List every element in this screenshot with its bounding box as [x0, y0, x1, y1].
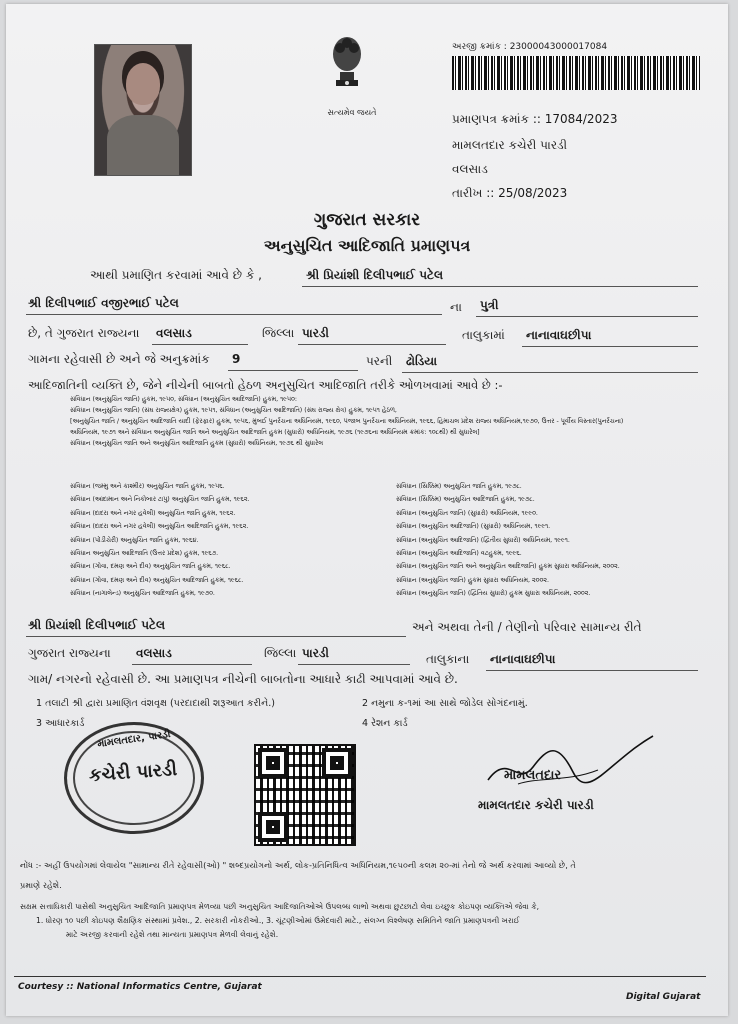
application-number: અરજી ક્રમાંક : 23000043000017084 [452, 42, 608, 52]
district-value: વલસાડ [156, 326, 192, 340]
order-left-item: સંવિધાન (નાગાલેન્ડ) અનુસુચિત આદિજાતિ હુકમ, ૧૯૭૦. [70, 590, 215, 598]
signature-scribble [478, 732, 658, 792]
order-right-item: સંવિધાન (અનુસુચિત જાતિ) (દ્વિતિય સુધારો) હુકમ સુધારા અધિનિયમ, ૨૦૦૨. [396, 590, 591, 598]
family-state-text: ગુજરાત રાજ્યના [28, 646, 111, 660]
document-item: 1 તલાટી શ્રી દ્વારા પ્રમાણિત વંશવૃક્ષ (પરદાદાથી શરૂઆત કરીને.) [36, 698, 275, 709]
relation-label: ના [450, 300, 462, 314]
order-left-item: સંવિધાન (જમ્મુ અને કાશ્મીર) અનુસુચિત જાતિ હુકમ, ૧૯૫૬. [70, 483, 225, 490]
family-village-value: નાનાવાઘછીપા [490, 652, 556, 666]
family-district-value: વલસાડ [136, 646, 172, 660]
family-person-name: શ્રી પ્રિયાંશી દિલીપભાઈ પટેલ [28, 618, 166, 632]
competent-authority-text: સક્ષમ સત્તાધિકારી પાસેથી અનુસુચિત આદિજાતિ પ્રમાણપત્ર મેળવ્યા પછી અનુસુચિત આદિજાતિઓએ ઉપલબ્ધ લાભો અથવા છુટછાટો લેવા ઇચ્છુક કોઇપણ વ્યક્તિએ જેવા કે, [20, 902, 539, 911]
order-right-item: સંવિધાન (સિક્કિમ) અનુસુચિત આદિજાતિ હુકમ, ૧૯૭૮. [396, 496, 535, 504]
order-line: [અનુસુચિત જાતિ / અનુસુચિત આદિજાતિ યાદી (ફેરફાર) હુકમ, ૧૯૫૬, મુંબઈ પુનર્રચના અધિનિયમ, ૧૯૬૦, પંજાબ પુનર્રચના અધિનિયમ, ૧૯૬૬, હિમાચલ પ્રદેશ રાજ્ય અધિનિયમ,૧૯૭૦, ઉત્તર - પૂર્વીય વિસ્તાર(પુનર્રચના) [70, 418, 624, 425]
issuing-district: વલસાડ [452, 162, 488, 176]
tribe-text: આદિજાતિની વ્યક્તિ છે, જેને નીચેની બાબતો હેઠળ અનુસુચિત આદિજાતિ તરીકે ઓળખવામાં આવે છે :- [28, 378, 503, 392]
note-line: નોંધ :- અહીં ઉપયોગમાં લેવાયેલ "સામાન્ય રીતે રહેવાસી(ઓ) " શબ્દપ્રયોગનો અર્થ, લોક-પ્રતિનિધિત્વ અધિનિયમ,૧૯૫૦ની કલમ ૨૦-માં તેનો જે અર્થ કરવામાં આવ્યો છે, તે [20, 860, 576, 870]
order-left-item: સંવિધાન અનુસુચિત આદિજાતિ (ઉત્તર પ્રદેશ) હુકમ, ૧૯૬૭. [70, 550, 219, 558]
order-right-item: સંવિધાન (અનુસુચિત આદિજાતિ) વટહુકમ, ૧૯૯૬. [396, 550, 522, 558]
order-right-item: સંવિધાન (સિક્કિમ) અનુસુચિત જાતિ હુકમ, ૧૯૭૮. [396, 483, 522, 490]
qr-code [254, 744, 356, 846]
orders-left-list [70, 480, 250, 601]
document-item: 3 આધારકાર્ડ [36, 718, 85, 729]
applicant-photo [94, 44, 192, 176]
footer-divider [14, 976, 706, 977]
order-line: સંવિધાન (અનુસુચિત જાતિ) હુકમ, ૧૯૫૦, સંવિધાન (અનુસુચિત આદિજાતિ) હુકમ, ૧૯૫૦: [70, 396, 297, 403]
order-right-item: સંવિધાન (અનુસુચિત આદિજાતિ) (દ્વિતીય સુધારો) અધિનિયમ, ૧૯૯૧. [396, 536, 570, 544]
signatory-title: મામલતદાર [504, 768, 562, 783]
eligibility-points: 1. ધોરણ ૧૦ પછી કોઇપણ શૈક્ષણિક સંસ્થામાં પ્રવેશ., 2. સરકારી નોકરીઓ., 3. ચૂંટણીઓમાં ઉમેદવારી માટે., સંલગ્ન વિશ્લેષણ સમિતિને જાતિ પ્રમાણપત્રની ખરાઈ [36, 916, 520, 925]
order-right-item: સંવિધાન (અનુસુચિત જાતિ) (સુધારો) અધિનિયમ, ૧૯૯૦. [396, 509, 538, 517]
certificate-page [6, 4, 728, 1016]
parent-name: શ્રી દિલીપભાઈ વજીરભાઈ પટેલ [28, 296, 179, 310]
note-line-2: પ્રમાણે રહેશે. [20, 880, 62, 890]
resident-text: ગામના રહેવાસી છે અને જે અનુક્રમાંક [28, 352, 210, 366]
family-district-label: જિલ્લા [264, 646, 297, 660]
order-left-item: સંવિધાન (ગોવા, દમણ અને દીવ) અનુસુચિત જાતિ હુકમ, ૧૯૬૮. [70, 563, 231, 571]
barcode [452, 56, 700, 90]
signatory-office: મામલતદાર કચેરી પારડી [478, 798, 594, 812]
order-left-item: સંવિધાન (દાદરા અને નગર હવેલી) અનુસુચિત જાતિ હુકમ, ૧૯૬૨. [70, 509, 236, 517]
issuing-office: મામલતદાર કચેરી પારડી [452, 138, 568, 152]
certificate-title: અનુસુચિત આદિજાતિ પ્રમાણપત્ર [263, 236, 471, 255]
footer-brand: Digital Gujarat [626, 992, 701, 1002]
family-text: અને અથવા તેની / તેણીનો પરિવાર સામાન્ય રીતે [412, 620, 642, 634]
village-value: નાનાવાઘછીપા [526, 328, 592, 342]
taluka-value: પારડી [302, 326, 329, 340]
order-left-item: સંવિધાન (દાદરા અને નગર હવેલી) અનુસુચિત આદિજાતિ હુકમ, ૧૯૬૨. [70, 523, 249, 531]
document-item: 2 નમુના ક-૧માં આ સાથે જોડેલ સોગંદનામું. [362, 698, 528, 709]
relation-value: પુત્રી [480, 298, 499, 312]
family-taluka-label: તાલુકાના [426, 652, 470, 666]
order-line: અધિનિયમ, ૧૯૭૧ અને સંવિધાન અનુસુચિત જાતિ અને અનુસુચિત આદિજાતિ હુકમ (સુધારો) અધિનિયમ, ૧૯૭૬ (૧૯૭૬ના અધિનિયમ ક્રમાંક: ૧૦૮થી) થી સુધારેલ] [70, 429, 480, 436]
tribe-value: ઢોડિયા [406, 354, 438, 368]
district-label: જિલ્લા [262, 326, 295, 340]
order-right-item: સંવિધાન (અનુસુચિત જાતિ) હુકમ સુધારા અધિનિયમ, ૨૦૦૨. [396, 576, 549, 584]
government-title: ગુજરાત સરકાર [313, 210, 421, 230]
taluka-label: તાલુકામાં [462, 328, 505, 342]
issue-date: તારીખ :: 25/08/2023 [452, 186, 568, 200]
document-item: 4 રેશન કાર્ડ [362, 718, 408, 729]
orders-right-list [396, 480, 620, 601]
order-right-item: સંવિધાન (અનુસુચિત આદિજાતિ) (સુધારો) અધિનિયમ, ૧૯૯૧. [396, 523, 551, 531]
order-line: સંવિધાન (અનુસુચિત જાતિ અને અનુસુચિત આદિજાતિ હુકમ (સુધારો) અધિનિયમ, ૧૯૭૬ થી સુધારેલ [70, 440, 324, 447]
order-line: સંવિધાન (અનુસુચિત જાતિ) (સંઘ રાજ્યક્ષેત્ર) હુકમ, ૧૯૫૧, સંવિધાન (અનુસુચિત આદિજાતિ) (સંઘ રાજ્ય ક્ષેત્ર) હુકમ, ૧૯૫૧ હેઠળ, [70, 407, 397, 414]
state-text: છે, તે ગુજરાત રાજ્યના [28, 326, 140, 340]
order-left-item: સંવિધાન (આંદામાન અને નિકોબાર ટાપુ) અનુસુચિત જાતિ હુકમ, ૧૯૬૨. [70, 496, 250, 504]
certificate-number: પ્રમાણપત્ર ક્રમાંક :: 17084/2023 [452, 112, 618, 126]
seal-ring-text: મામલતદાર, પારડી [96, 728, 172, 751]
ashoka-emblem-icon [322, 32, 372, 94]
basis-text: ગામ/ નગરનો રહેવાસી છે. આ પ્રમાણપત્ર નીચેની બાબતોના આધારે કાઢી આપવામાં આવે છે. [28, 672, 458, 686]
order-right-item: સંવિધાન (અનુસુચિત જાતિ અને અનુસુચિત આદિજાતિ) હુકમ સુધારા અધિનિયમ, ૨૦૦૨. [396, 563, 620, 571]
serial-number: 9 [232, 352, 241, 366]
certify-text: આથી પ્રમાણિત કરવામાં આવે છે કે , [90, 268, 262, 282]
orders-paragraph [70, 394, 623, 449]
family-taluka-value: પારડી [302, 646, 329, 660]
serial-suffix: પરની [366, 354, 393, 368]
footer-courtesy: Courtesy :: National Informatics Centre, Gujarat [18, 982, 262, 992]
person-name: શ્રી પ્રિયાંશી દિલીપભાઈ પટેલ [306, 268, 444, 282]
seal-text: કચેરી પારડી [88, 758, 178, 787]
order-left-item: સંવિધાન (પોંડીચેરી) અનુસુચિત જાતિ હુકમ, ૧૯૬૪. [70, 536, 199, 544]
eligibility-points-2: માટે અરજી કરવાની રહેશે તથા માન્યતા પ્રમાણપત્ર મેળવી લેવાનું રહેશે. [66, 930, 279, 939]
emblem-motto: સત્યમેવ જયતે [327, 108, 377, 117]
order-left-item: સંવિધાન (ગોવા, દમણ અને દીવ) અનુસુચિત આદિજાતિ હુકમ, ૧૯૬૮. [70, 576, 244, 584]
